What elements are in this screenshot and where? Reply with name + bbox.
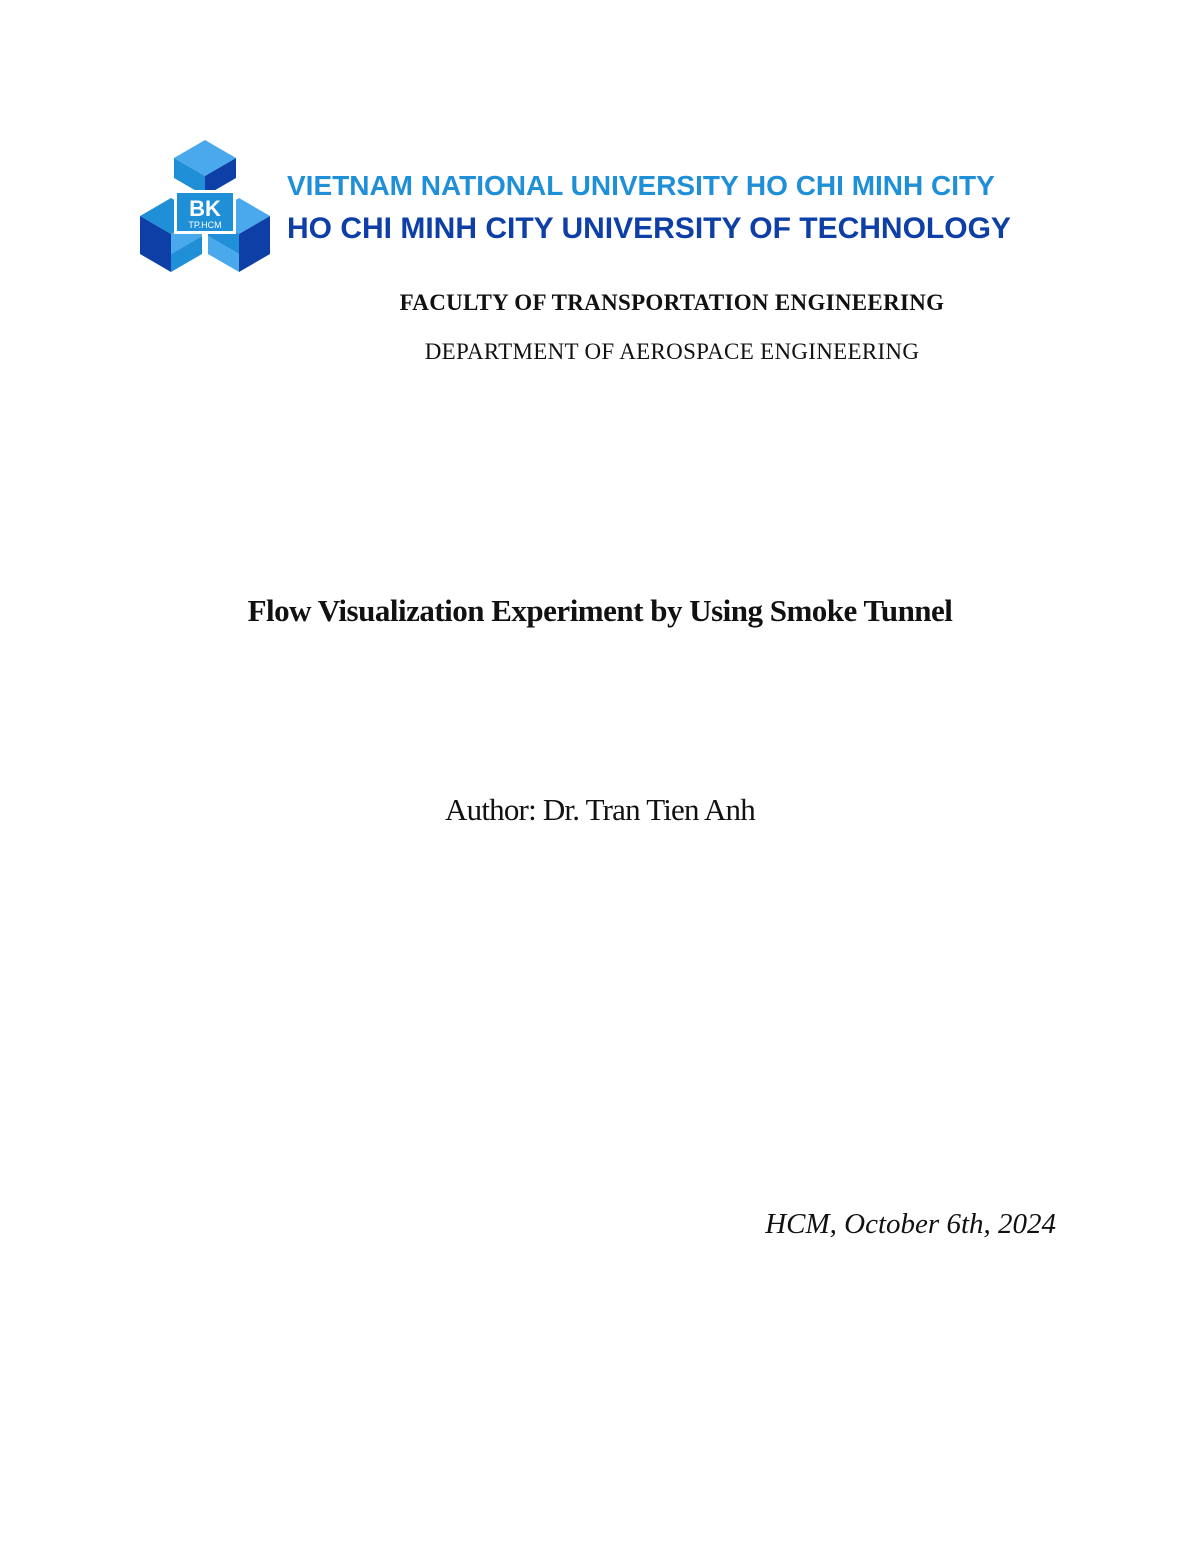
university-logo (140, 140, 270, 272)
date-line: HCM, October 6th, 2024 (765, 1208, 1056, 1240)
logo-bk-text: BK (189, 196, 221, 221)
author-line: Author: Dr. Tran Tien Anh (445, 792, 755, 827)
department-name: DEPARTMENT OF AEROSPACE ENGINEERING (424, 339, 920, 364)
faculty-name: FACULTY OF TRANSPORTATION ENGINEERING (399, 290, 945, 315)
document-title: Flow Visualization Experiment by Using Smoke Tunnel (247, 593, 953, 628)
school-name: HO CHI MINH CITY UNIVERSITY OF TECHNOLOGY (287, 212, 1011, 245)
university-name: VIETNAM NATIONAL UNIVERSITY HO CHI MINH CITY (287, 170, 995, 201)
logo-subtext: TP.HCM (188, 220, 222, 230)
